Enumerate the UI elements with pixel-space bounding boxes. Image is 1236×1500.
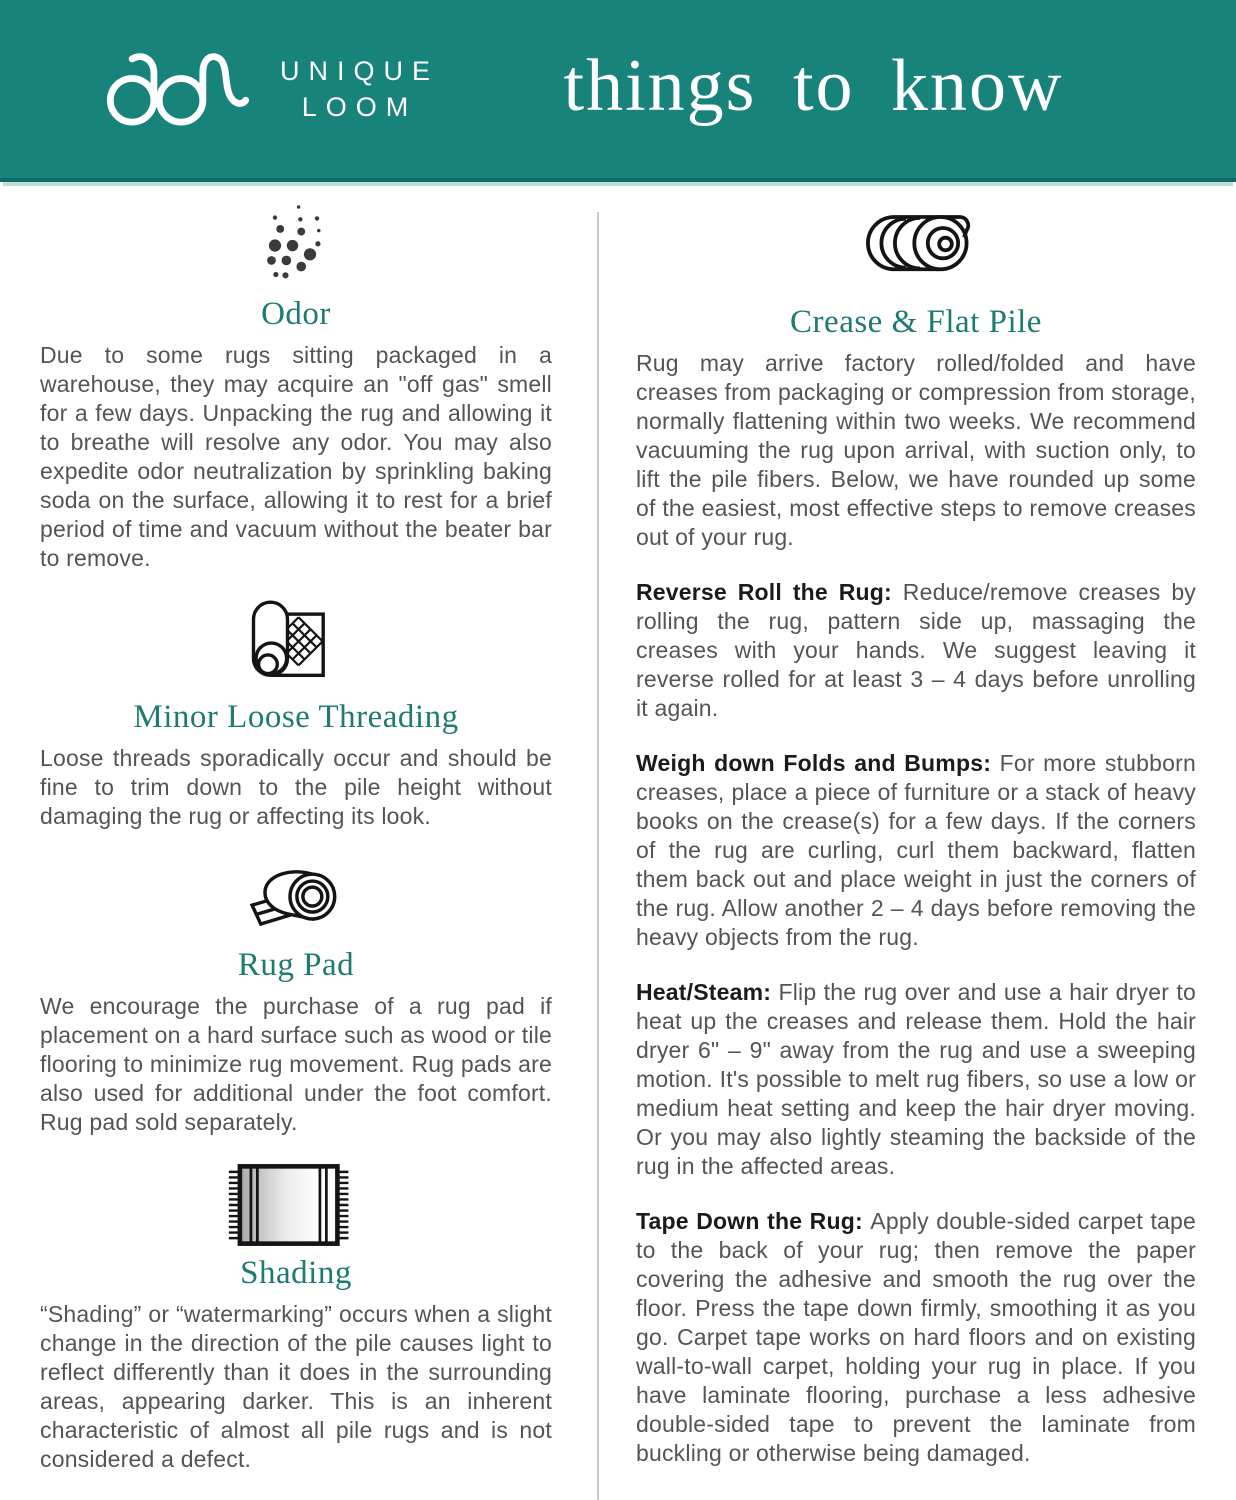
tip-weigh-down-label: Weigh down Folds and Bumps: (636, 750, 992, 776)
section-body-shading: “Shading” or “watermarking” occurs when a slight change in the direction of the pile causes light to reflect differently than it does in the surrounding areas, appearing darker. This is an inherent characteristic of almost all pile rugs and is not considered a defect. (40, 1301, 552, 1472)
tip-weigh-down (636, 749, 1196, 952)
tip-weigh-down-text: For more stubborn creases, place a piece of furniture or a stack of heavy books on the crease(s) for a few days. If the corners of the rug are curling, curl them backward, flatten them back out and place weight in just the corners of the rug. Allow another 2 – 4 days before removing the heavy objects from the rug. (636, 750, 1196, 950)
brand-line-2: LOOM (301, 92, 418, 122)
header-banner (0, 0, 1236, 182)
brand-name (280, 53, 439, 126)
brand-line-1: UNIQUE (280, 55, 440, 86)
section-body-odor: Due to some rugs sitting packaged in a warehouse, they may acquire an "off gas" smell for a few days. Unpacking the rug and allowing it to breathe will resolve any odor. You may also expedite odor neutralization by sprinkling baking soda on the surface, allowing it to rest for a brief period of time and vacuum without the beater bar to remove. (40, 342, 552, 571)
odor-icon-row (40, 200, 552, 292)
page-title: things to know (563, 44, 1064, 127)
content-columns (0, 182, 1236, 1474)
right-column (598, 182, 1236, 1468)
tip-tape-down (636, 1207, 1196, 1468)
unrolling-rug-icon (245, 597, 347, 695)
unique-loom-logo (96, 41, 439, 137)
tip-heat-steam-text: Flip the rug over and use a hair dryer to heat up the creases and release them. Hold the hair dryer 6" – 9" away from the rug and use a sweeping motion. It's possible to melt rug fibers, so use a low or medium heat setting and keep the hair dryer moving. Or you may also lightly steaming the backside of the rug in the affected areas. (636, 979, 1196, 1179)
section-heading-threading: Minor Loose Threading (133, 699, 459, 735)
section-heading-shading: Shading (240, 1255, 352, 1291)
section-heading-odor: Odor (261, 296, 331, 332)
shaded-rug-icon (227, 1159, 365, 1251)
section-body-crease-intro: Rug may arrive factory rolled/folded and have creases from packaging or compression from storage, normally flattening within two weeks. We recommend vacuuming the rug upon arrival, with suction only, to lift the pile fibers. Below, we have rounded up some of the easiest, most effective steps to remove creases out of your rug. (636, 350, 1196, 550)
section-body-threading: Loose threads sporadically occur and should be fine to trim down to the pile height without damaging the rug or affecting its look. (40, 745, 552, 829)
tip-heat-steam (636, 978, 1196, 1181)
section-body-rug-pad: We encourage the purchase of a rug pad if placement on a hard surface such as wood or tile flooring to minimize rug movement. Rug pads are also used for additional under the foot comfort. Rug pad sold separately. (40, 993, 552, 1135)
tip-heat-steam-label: Heat/Steam: (636, 979, 772, 1005)
left-column (0, 182, 598, 1474)
tip-reverse-roll-text: Reduce/remove creases by rolling the rug, pattern side up, massaging the creases with your hands. We suggest leaving it reverse rolled for at least 3 – 4 days before unrolling it again. (636, 579, 1197, 721)
tip-tape-down-text: Apply double-sided carpet tape to the back of your rug; then remove the paper covering the adhesive and smooth the rug over the floor. Press the tape down firmly, smoothing it as you go. Carpet tape works on hard floors and on existing wall-to-wall carpet, holding your rug in place. If you have laminate flooring, purchase a less adhesive double-sided tape to prevent the laminate from buckling or otherwise being damaged. (636, 1208, 1197, 1466)
rug-pad-roll-icon (240, 857, 352, 943)
rolled-rug-icon (857, 208, 975, 280)
shading-icon-row (40, 1159, 552, 1251)
crease-icon-row (636, 208, 1196, 280)
unique-loom-mark-icon (96, 41, 254, 137)
tip-tape-down-label: Tape Down the Rug: (636, 1208, 863, 1234)
threading-icon-row (40, 597, 552, 695)
column-divider (597, 212, 599, 1500)
section-heading-crease: Crease & Flat Pile (790, 304, 1042, 340)
section-heading-rug-pad: Rug Pad (237, 947, 355, 983)
tip-reverse-roll (636, 578, 1196, 723)
rug-pad-icon-row (40, 857, 552, 943)
tip-reverse-roll-label: Reverse Roll the Rug: (636, 579, 892, 605)
odor-specks-icon (246, 200, 346, 292)
